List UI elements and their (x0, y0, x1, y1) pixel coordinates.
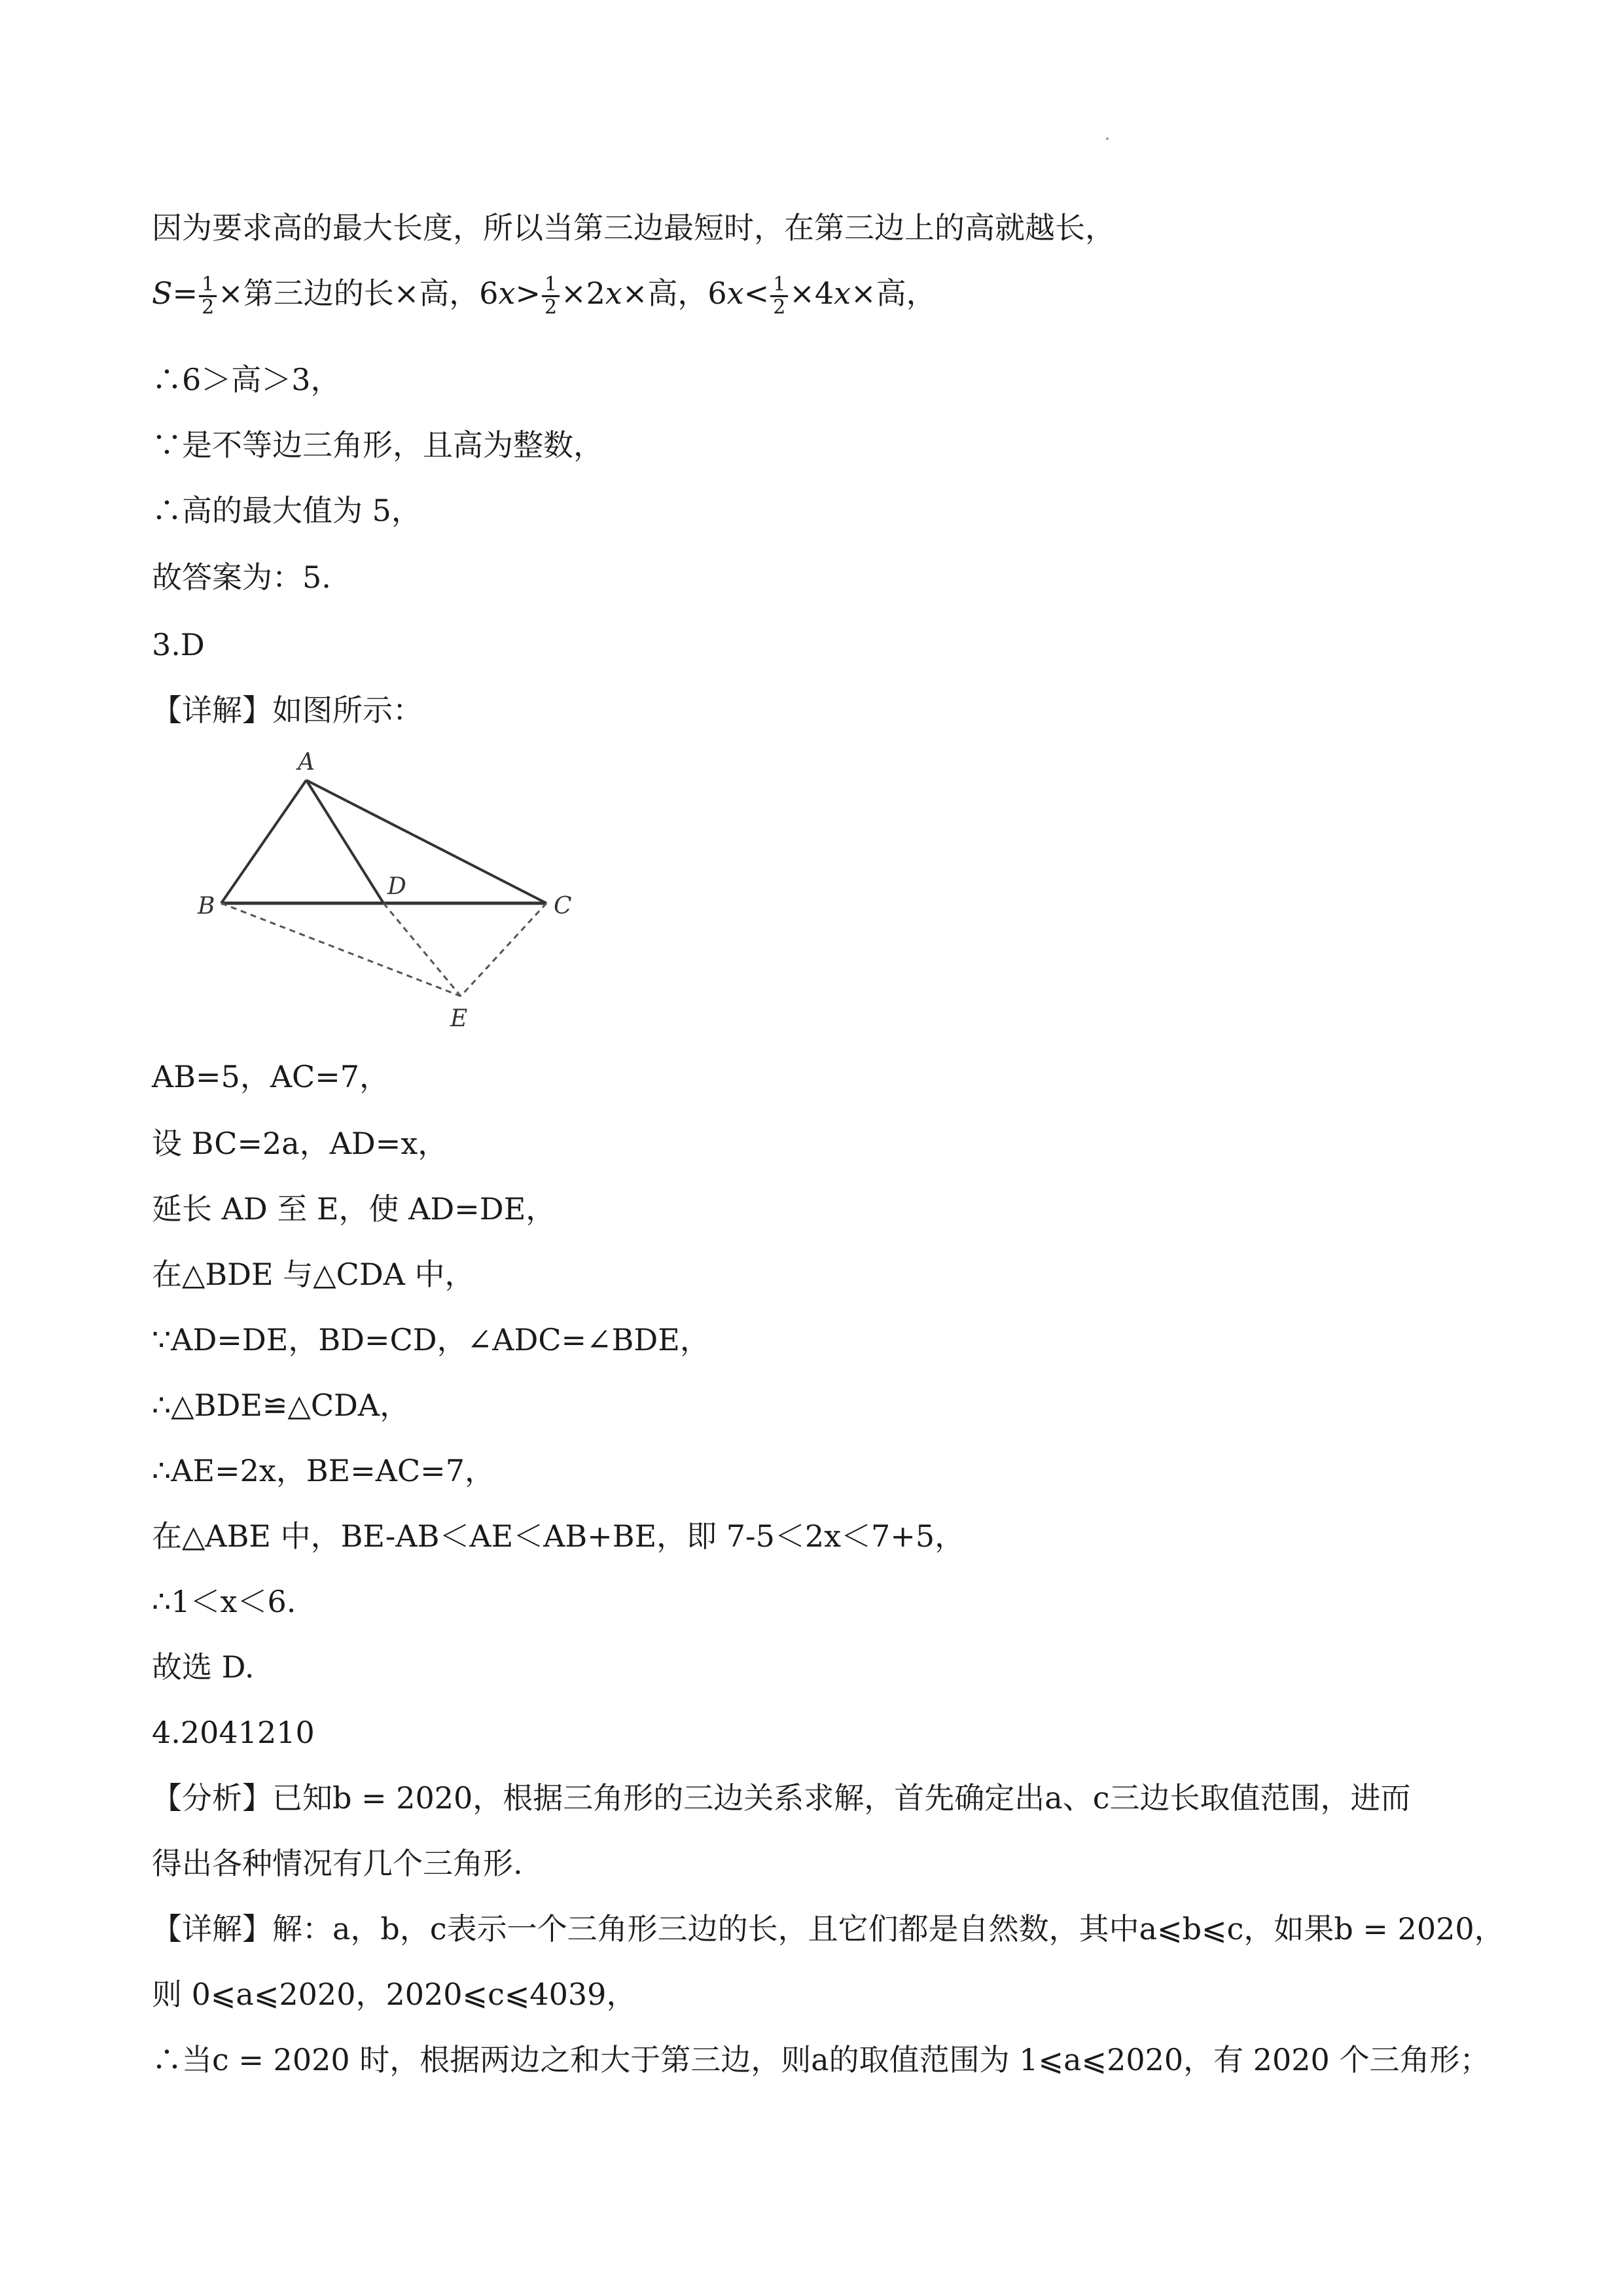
triangle-figure (190, 746, 596, 1034)
var-x: x (726, 276, 744, 311)
line-14: ∴△BDE≌△CDA， (152, 1388, 410, 1423)
var-s: S (152, 276, 173, 311)
line-24: ∴当c = 2020 时，根据两边之和大于第三边，则a的取值范围为 1⩽a⩽2020，有 2020 个三角形； (152, 2042, 1490, 2077)
line-8: 【详解】如图所示： (152, 692, 423, 728)
label-c: C (554, 893, 572, 920)
segment-ab (221, 780, 306, 903)
formula-text-4: ×高，6 (622, 276, 727, 311)
line-11: 延长 AD 至 E，使 AD=DE， (152, 1191, 556, 1227)
formula-text-7: ×高， (851, 276, 936, 311)
formula-text-6: ×4 (789, 276, 834, 311)
line-4: ∵是不等边三角形，且高为整数， (152, 427, 603, 463)
label-d: D (387, 873, 406, 900)
fraction-half-2: $\frac{1}{2}$ (542, 274, 560, 318)
segment-be (221, 903, 461, 996)
eq-sign: = (172, 276, 198, 311)
line-21: 得出各种情况有几个三角形. (152, 1846, 523, 1881)
formula-text-3: ×2 (561, 276, 605, 311)
line-22: 【详解】解：a，b，c表示一个三角形三边的长，且它们都是自然数，其中a⩽b⩽c，如果b = 2020， (152, 1911, 1505, 1946)
line-10: 设 BC=2a，AD=x， (152, 1126, 448, 1161)
line-17: ∴1＜x＜6. (152, 1584, 296, 1619)
var-x: x (834, 276, 851, 311)
segment-ac (306, 780, 546, 903)
fraction-half-1: $\frac{1}{2}$ (199, 274, 217, 318)
label-b: B (198, 893, 215, 920)
label-a: A (298, 749, 315, 776)
line-2-area-formula (152, 274, 936, 318)
line-1: 因为要求高的最大长度，所以当第三边最短时，在第三边上的高就越长， (152, 210, 1115, 245)
line-20: 【分析】已知b = 2020，根据三角形的三边关系求解，首先确定出a、c三边长取值范围，进而 (152, 1780, 1411, 1816)
line-23: 则 0⩽a⩽2020，2020⩽c⩽4039， (152, 1977, 637, 2012)
formula-text-1: ×第三边的长×高，6 (218, 276, 499, 311)
line-18: 故选 D. (152, 1649, 255, 1685)
formula-text-5: < (743, 276, 770, 311)
line-16: 在△ABE 中，BE-AB＜AE＜AB+BE，即 7-5＜2x＜7+5， (152, 1518, 965, 1554)
line-15: ∴AE=2x，BE=AC=7， (152, 1453, 495, 1488)
scan-dot (1106, 137, 1109, 140)
line-12: 在△BDE 与△CDA 中， (152, 1257, 475, 1292)
formula-text-2: > (515, 276, 541, 311)
segment-ce (461, 903, 546, 996)
line-3: ∴6＞高＞3， (152, 362, 341, 397)
line-19: 4.2041210 (152, 1715, 315, 1750)
segment-de (383, 903, 461, 996)
line-6: 故答案为：5. (152, 560, 331, 595)
line-5: ∴高的最大值为 5， (152, 493, 421, 528)
var-x: x (498, 276, 516, 311)
fraction-half-3: $\frac{1}{2}$ (770, 274, 788, 318)
line-7: 3.D (152, 627, 205, 662)
line-13: ∵AD=DE，BD=CD，∠ADC=∠BDE， (152, 1322, 710, 1357)
label-e: E (450, 1005, 468, 1032)
line-9: AB=5，AC=7， (152, 1059, 390, 1094)
var-x: x (605, 276, 622, 311)
